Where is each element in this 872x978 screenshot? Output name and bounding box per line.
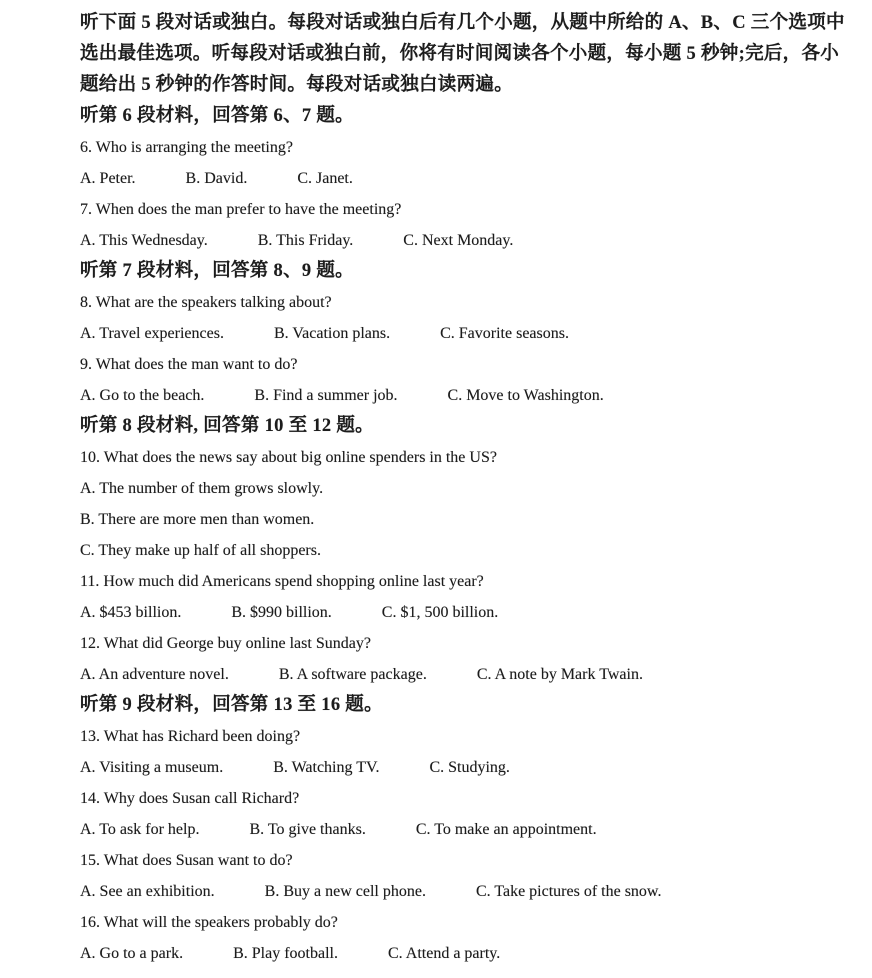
option: B. David. — [185, 170, 248, 187]
option: B. This Friday. — [257, 232, 354, 249]
options-row — [80, 876, 848, 907]
question-text: 10. What does the news say about big online spenders in the US? — [80, 449, 497, 466]
section-header: 听第 9 段材料，回答第 13 至 16 题。 — [80, 695, 383, 715]
options-row — [80, 380, 848, 411]
question-text: 7. When does the man prefer to have the meeting? — [80, 201, 402, 218]
option: C. $1, 500 billion. — [381, 604, 499, 621]
option: A. This Wednesday. — [80, 232, 208, 249]
options-row — [80, 318, 848, 349]
option: A. To ask for help. — [80, 821, 200, 838]
option: B. There are more men than women. — [80, 511, 315, 528]
option: C. Next Monday. — [403, 232, 514, 249]
instruction-line: 听下面 5 段对话或独白。每段对话或独白后有几个小题，从题中所给的 A、B、C 三个选项中 — [80, 13, 845, 33]
question-text: 6. Who is arranging the meeting? — [80, 139, 293, 156]
option: C. Move to Washington. — [447, 387, 604, 404]
option: B. $990 billion. — [231, 604, 332, 621]
section-header: 听第 8 段材料, 回答第 10 至 12 题。 — [80, 416, 374, 436]
option: A. An adventure novel. — [80, 666, 229, 683]
options-row — [80, 225, 848, 256]
option: C. Studying. — [429, 759, 510, 776]
option: A. Peter. — [80, 170, 136, 187]
questions-area — [80, 101, 848, 969]
option: C. They make up half of all shoppers. — [80, 542, 321, 559]
question-text: 12. What did George buy online last Sunday? — [80, 635, 371, 652]
listening-instructions — [80, 8, 848, 101]
option: B. A software package. — [278, 666, 427, 683]
options-row — [80, 814, 848, 845]
section-header: 听第 6 段材料，回答第 6、7 题。 — [80, 106, 354, 126]
option: B. Vacation plans. — [273, 325, 391, 342]
option: C. A note by Mark Twain. — [476, 666, 643, 683]
option: A. Go to the beach. — [80, 387, 205, 404]
option: A. Visiting a museum. — [80, 759, 224, 776]
option: A. The number of them grows slowly. — [80, 480, 324, 497]
option: A. Travel experiences. — [80, 325, 224, 342]
question-text: 15. What does Susan want to do? — [80, 852, 293, 869]
question-text: 8. What are the speakers talking about? — [80, 294, 332, 311]
question-text: 11. How much did Americans spend shopping online last year? — [80, 573, 484, 590]
option: B. Play football. — [233, 945, 338, 962]
option: B. Find a summer job. — [254, 387, 398, 404]
option: C. Take pictures of the snow. — [475, 883, 662, 900]
instruction-line: 选出最佳选项。听每段对话或独白前，你将有时间阅读各个小题，每小题 5 秒钟;完后，各小 — [80, 44, 840, 64]
option: B. Watching TV. — [273, 759, 380, 776]
question-text: 13. What has Richard been doing? — [80, 728, 301, 745]
question-text: 9. What does the man want to do? — [80, 356, 298, 373]
option: C. Attend a party. — [387, 945, 501, 962]
section-header: 听第 7 段材料，回答第 8、9 题。 — [80, 261, 354, 281]
option: A. $453 billion. — [80, 604, 182, 621]
option: A. See an exhibition. — [80, 883, 215, 900]
question-text: 14. Why does Susan call Richard? — [80, 790, 300, 807]
instruction-line: 题给出 5 秒钟的作答时间。每段对话或独白读两遍。 — [80, 75, 514, 95]
options-row — [80, 163, 848, 194]
options-row — [80, 938, 848, 969]
option: C. Favorite seasons. — [440, 325, 569, 342]
question-text: 16. What will the speakers probably do? — [80, 914, 338, 931]
option: A. Go to a park. — [80, 945, 184, 962]
option: C. Janet. — [297, 170, 353, 187]
options-row — [80, 659, 848, 690]
option: C. To make an appointment. — [415, 821, 597, 838]
options-row — [80, 597, 848, 628]
option: B. Buy a new cell phone. — [264, 883, 426, 900]
options-row — [80, 752, 848, 783]
option: B. To give thanks. — [249, 821, 366, 838]
